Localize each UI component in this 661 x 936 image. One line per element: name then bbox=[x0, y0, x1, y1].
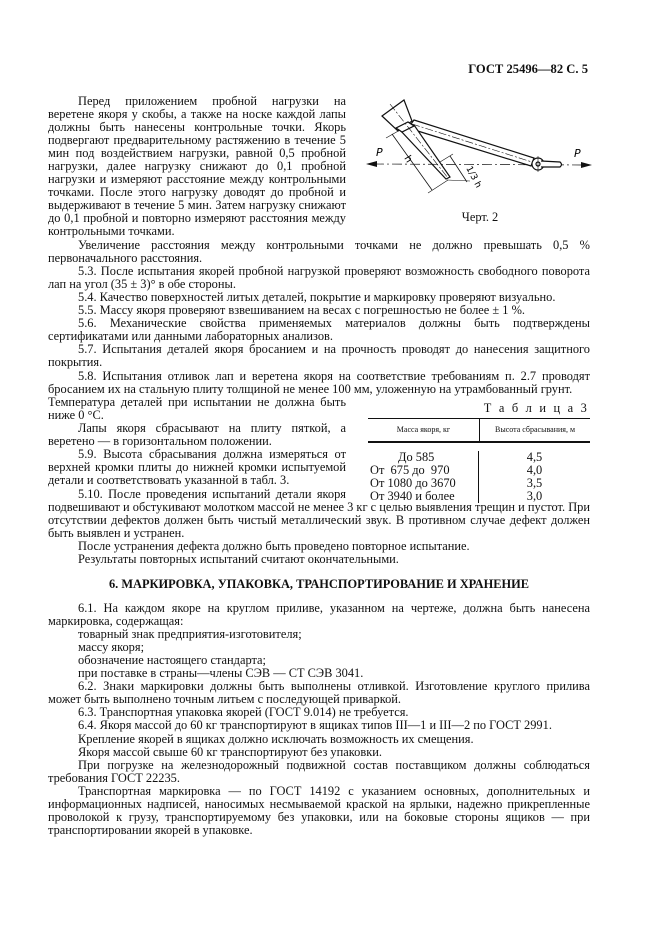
paragraph-heavy: Якоря массой свыше 60 кг транспортируют без упаковки. bbox=[78, 744, 382, 759]
table-cell: 4,0 bbox=[526, 463, 543, 478]
paragraph-fastening: Крепление якорей в ящиках должно исключать возможность их смещения. bbox=[78, 731, 474, 746]
list-item: при поставке в страны—члены СЭВ — СТ СЭВ 3041. bbox=[78, 666, 364, 680]
paragraph-paws: Лапы якоря сбрасывают на плиту пяткой, а веретено — в горизонтальном положении. bbox=[48, 421, 346, 449]
table-row bbox=[368, 490, 590, 503]
section-6-heading: 6. МАРКИРОВКА, УПАКОВКА, ТРАНСПОРТИРОВАНИЕ И ХРАНЕНИЕ bbox=[108, 577, 530, 591]
paragraph-5-4: 5.4. Качество поверхностей литых деталей, покрытие и маркировку проверяют визуально. bbox=[78, 290, 556, 304]
page-header: ГОСТ 25496—82 С. 5 bbox=[468, 62, 588, 76]
paragraph-increase: Увеличение расстояния между контрольными точками не должно превышать 0,5 % первоначального расстояния. bbox=[48, 237, 590, 265]
paragraph-rail: При погрузке на железнодорожный подвижной состав поставщиком должны соблюдаться требования ГОСТ 22235. bbox=[48, 757, 590, 785]
table-cell: До 585 bbox=[368, 451, 479, 464]
paragraph-5-9: 5.9. Высота сбрасывания должна измеряться от верхней кромки плиты до нижней кромки испытуемой детали и соответствовать указанной в табл. 3. bbox=[48, 447, 346, 488]
table-header-height: Высота сбрасывания, м bbox=[494, 425, 576, 434]
paragraph-5-10: 5.10. После проведения испытаний детали якоря bbox=[78, 486, 346, 501]
paragraph-5-10-cont: подвешивают и обстукивают молотком массой не менее 3 кг с целью выявления трещин и пустот. При отсутствии дефектов должен быть чистый металлический звук. В противном случае дефект должен быть выявлен и устранен. bbox=[48, 499, 590, 540]
table-header-row bbox=[368, 419, 590, 443]
table-cell: 3,5 bbox=[526, 476, 543, 491]
anchor-test-drawing bbox=[0, 0, 661, 260]
arrow-right bbox=[581, 162, 592, 168]
paragraph-6-3: 6.3. Транспортная упаковка якорей (ГОСТ 9.014) не требуется. bbox=[78, 705, 409, 720]
table-3 bbox=[368, 418, 590, 503]
table-header-mass: Масса якоря, кг bbox=[368, 419, 480, 441]
figure-caption: Черт. 2 bbox=[461, 210, 499, 224]
table-cell: От 3940 и более bbox=[368, 490, 479, 503]
paragraph-5-5: 5.5. Массу якоря проверяют взвешиванием на весах с погрешностью не более ± 1 %. bbox=[78, 303, 525, 318]
paragraph-5-8-end: ниже 0 °С. bbox=[48, 407, 104, 422]
paragraph-6-1: 6.1. На каждом якоре на круглом приливе, указанном на чертеже, должна быть нанесена маркировка, содержащая: bbox=[48, 600, 590, 628]
paragraph-transport-marking: Транспортная маркировка — по ГОСТ 14192 с указанием основных, дополнительных и информационных надписей, наносимых несмываемой краской на ярлыки, надежно прикрепленные проволокой к грузу, транспортируемому без упаковки, или на боковые стороны ящиков — при транспортировании якорей в упаковке. bbox=[48, 783, 590, 838]
list-item: товарный знак предприятия-изготовителя; bbox=[78, 626, 302, 641]
table-cell: 4,5 bbox=[526, 450, 543, 464]
table-cell: 3,0 bbox=[526, 489, 543, 504]
list-item: обозначение настоящего стандарта; bbox=[78, 652, 267, 667]
table-cell: От 675 до 970 bbox=[368, 464, 479, 477]
force-label-right: P bbox=[574, 147, 581, 160]
paragraph-5-8: 5.8. Испытания отливок лап и веретена якоря на соответствие требованиям п. 2.7 проводят бросанием их на стальную плиту толщиной не менее 100 мм, уложенную на утрамбованный грунт. bbox=[48, 368, 590, 396]
paragraph-6-2: 6.2. Знаки маркировки должны быть выполнены отливкой. Изготовление круглого прилива может быть выполнено точным литьем с последующей приваркой. bbox=[48, 679, 590, 707]
paragraph-retest: После устранения дефекта должно быть проведено повторное испытание. bbox=[78, 538, 470, 553]
force-label-left: P bbox=[376, 146, 383, 159]
dimension-h-label: h bbox=[401, 153, 415, 165]
dimension-third-h-label: 1/3 h bbox=[463, 164, 484, 190]
paragraph-final: Результаты повторных испытаний считают окончательными. bbox=[78, 552, 399, 566]
table-label: Т а б л и ц а 3 bbox=[483, 401, 589, 415]
paragraph-5-8-cont: Температура деталей при испытании не должна быть bbox=[48, 394, 346, 409]
arrow-left bbox=[366, 161, 377, 167]
paragraph-6-4: 6.4. Якоря массой до 60 кг транспортируют в ящиках типов III—1 и III—2 по ГОСТ 2991. bbox=[78, 718, 552, 733]
paragraph-intro: Перед приложением пробной нагрузки на веретене якоря у скобы, а также на носке каждой лапы должны быть нанесены контрольные точки. Якорь подвергают предварительному растяжению в течение 5 мин под воздействием нагрузки, равной 0,5 пробной нагрузки, далее нагрузку снижают до 0,1 пробной нагрузки и измеряют расстояние между контрольными точками. После этого нагрузку доводят до пробной и выдерживают в течение 5 мин. Затем нагрузку снижают до 0,1 пробной и повторно измеряют расстояния между контрольными точками. bbox=[48, 93, 346, 239]
paragraph-5-3: 5.3. После испытания якорей пробной нагрузкой проверяют возможность свободного поворота лап на угол (35 ± 3)° в обе стороны. bbox=[48, 263, 590, 291]
paragraph-5-7: 5.7. Испытания деталей якоря бросанием и на прочность проводят до нанесения защитного покрытия. bbox=[48, 342, 590, 370]
table-cell: От 1080 до 3670 bbox=[368, 477, 479, 490]
list-item: массу якоря; bbox=[78, 639, 145, 654]
paragraph-5-6: 5.6. Механические свойства применяемых материалов должны быть подтверждены сертификатами или данными лабораторных анализов. bbox=[48, 316, 590, 344]
